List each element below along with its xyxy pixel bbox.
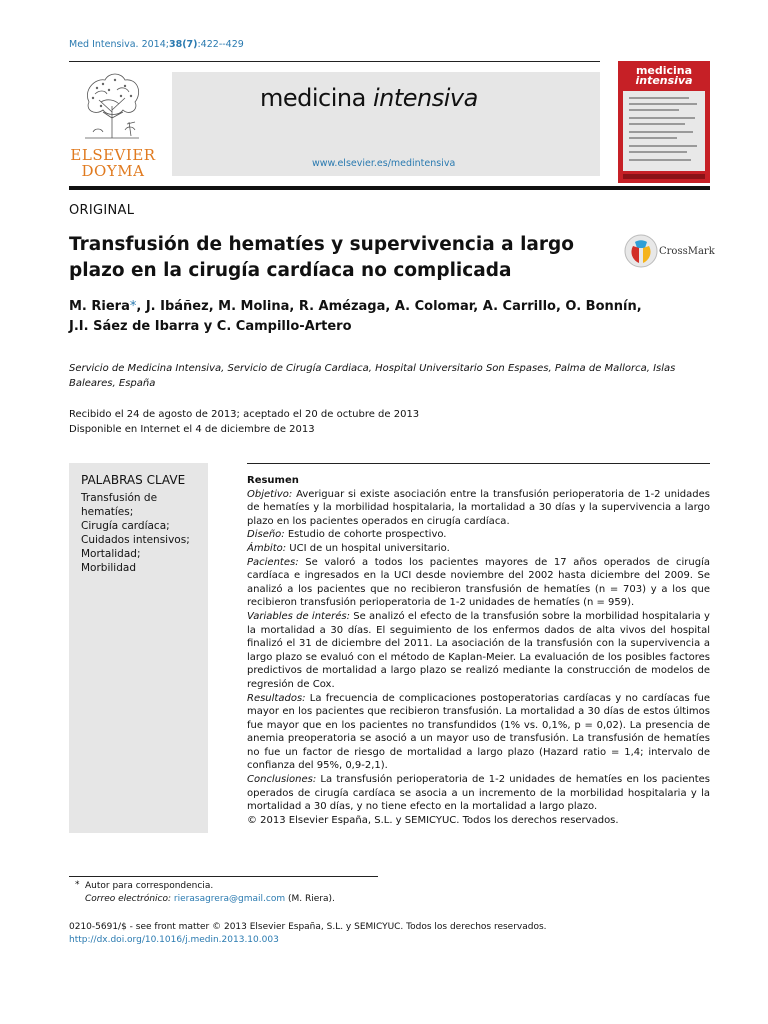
- abstract-objetivo: [247, 488, 710, 529]
- issn-copyright-line: 0210-5691/$ - see front matter © 2013 Elsevier España, S.L. y SEMICYUC. Todos los derechos reservados.: [69, 922, 547, 932]
- resultados-label: Resultados:: [247, 692, 306, 704]
- doi-link[interactable]: http://dx.doi.org/10.1016/j.medin.2013.10.003: [69, 935, 279, 945]
- diseno-text: Estudio de cohorte prospectivo.: [284, 529, 447, 541]
- crossmark-badge[interactable]: [624, 234, 715, 268]
- abstract-body: [247, 474, 710, 827]
- abstract-ambito: [247, 542, 710, 556]
- crossmark-label: CrossMark: [659, 246, 715, 257]
- email-owner: (M. Riera).: [285, 894, 335, 904]
- crossmark-icon: [624, 234, 658, 268]
- bottom-meta: [69, 921, 709, 947]
- article-dates: [69, 407, 689, 437]
- abstract-diseno: [247, 528, 710, 542]
- pacientes-text: Se valoró a todos los pacientes mayores de 17 años operados de cirugía cardíaca e ingresados en la UCI desde noviembre del 2002 hasta diciembre del 2009. Se analizó a los pacientes que no recibieron transfusión de hematíes (n = 703) y a los que recibieron transfusión perioperatoria de 1-2 unidades de hematíes (n = 959).: [247, 556, 710, 609]
- masthead-bottom-rule: [69, 186, 710, 190]
- abstract-variables: [247, 610, 710, 692]
- cover-title-line2: intensiva: [635, 74, 693, 87]
- pacientes-label: Pacientes:: [247, 556, 299, 568]
- correspondence-footnote: [69, 880, 689, 906]
- corresponding-author-mark[interactable]: *: [129, 299, 137, 314]
- journal-ref-volume: 38(7): [168, 39, 198, 50]
- masthead-top-rule: [69, 61, 600, 62]
- journal-url-link[interactable]: www.elsevier.es/medintensiva: [312, 158, 456, 169]
- elsevier-tree-icon: [81, 72, 143, 140]
- author-list: [69, 297, 669, 337]
- keyword-item: Mortalidad;: [81, 548, 141, 560]
- diseno-label: Diseño:: [247, 529, 285, 541]
- cover-contents-pane: [623, 91, 705, 171]
- keyword-item: Cuidados intensivos;: [81, 534, 190, 546]
- author-affiliation: Servicio de Medicina Intensiva, Servicio de Cirugía Cardiaca, Hospital Universitario Son Espases, Palma de Mallorca, Islas Baleares, España: [69, 363, 676, 389]
- abstract-heading: Resumen: [247, 475, 299, 486]
- authors-line1-rest: , J. Ibáñez, M. Molina, R. Amézaga, A. Colomar, A. Carrillo, O. Bonnín,: [136, 299, 642, 314]
- keywords-panel: [69, 463, 208, 833]
- objetivo-text: Averiguar si existe asociación entre la transfusión perioperatoria de 1-2 unidades de hematíes y la morbilidad hospitalaria, la mortalidad a 30 días y la supervivencia a largo plazo en los pacientes operados en cirugía cardíaca.: [247, 488, 710, 527]
- abstract-conclusiones: [247, 773, 710, 814]
- elsevier-logo: [69, 72, 157, 180]
- keywords-heading: PALABRAS CLAVE: [81, 473, 186, 487]
- first-author: M. Riera: [69, 299, 130, 314]
- footnote-mark: *: [75, 880, 80, 890]
- authors-line2: J.I. Sáez de Ibarra y C. Campillo-Artero: [69, 319, 352, 334]
- journal-masthead: [172, 72, 600, 176]
- conclusiones-text: La transfusión perioperatoria de 1-2 unidades de hematíes en los pacientes operados de cirugía cardíaca se asocia a un incremento de la morbilidad hospitalaria y la mortalidad a 30 días, y no tiene efecto en la mortalidad a largo plazo.: [247, 774, 710, 813]
- variables-text: Se analizó el efecto de la transfusión sobre la morbilidad hospitalaria y la mortalidad a 30 días. El seguimiento de los enfermos dados de alta vivos del hospital finalizó el 31 de diciembre del 2011. La asociación de la transfusión con la supervivencia a largo plazo se evaluó con el método de Kaplan-Meier. La evaluación de los posibles factores predictivos de mortalidad a largo plazo se realizó mediante la construcción de modelos de regresión de Cox.: [247, 610, 710, 690]
- journal-ref-pages: :422--429: [197, 39, 244, 50]
- elsevier-wordmark: ELSEVIER: [70, 146, 156, 164]
- section-label: ORIGINAL: [69, 203, 135, 218]
- received-accepted-dates: Recibido el 24 de agosto de 2013; aceptado el 20 de octubre de 2013: [69, 409, 420, 420]
- journal-cover-thumbnail: [618, 61, 710, 183]
- abstract-copyright: © 2013 Elsevier España, S.L. y SEMICYUC. Todos los derechos reservados.: [247, 814, 619, 826]
- footnote-rule: [69, 876, 378, 877]
- journal-title-italic: intensiva: [372, 84, 478, 112]
- abstract-top-rule: [247, 463, 710, 464]
- author-email-link[interactable]: rierasagrera@gmail.com: [173, 894, 286, 904]
- cover-footer-band: [623, 174, 705, 179]
- keyword-item: Cirugía cardíaca;: [81, 520, 170, 532]
- variables-label: Variables de interés:: [247, 610, 350, 622]
- cover-title-line1: medicina: [635, 64, 693, 77]
- abstract-resultados: [247, 692, 710, 774]
- conclusiones-label: Conclusiones:: [247, 774, 317, 786]
- keyword-item: Transfusión de hematíes;: [81, 492, 158, 518]
- journal-reference[interactable]: [69, 39, 244, 50]
- correspondence-note: Autor para correspondencia.: [85, 881, 214, 891]
- resultados-text: La frecuencia de complicaciones postoperatorias cardíacas y no cardíacas fue mayor en los pacientes que recibieron transfusión. La mortalidad a 30 días de estos últimos fue mayor que en los pacientes no transfundidos (1% vs. 0,1%, p = 0,02). La presencia de anemia preoperatoria se asoció a un mayor uso de transfusión. La transfusión de hematíes no fue un factor de riesgo de mortalidad a largo plazo (Hazard ratio = 1,4; intervalo de confianza del 95%, 0,9-2,1).: [247, 692, 710, 772]
- objetivo-label: Objetivo:: [247, 488, 293, 500]
- ambito-label: Ámbito:: [247, 542, 287, 554]
- journal-ref-prefix: Med Intensiva. 2014;: [69, 39, 169, 50]
- keywords-list: [81, 491, 201, 575]
- email-label: Correo electrónico:: [85, 894, 172, 904]
- abstract-pacientes: [247, 556, 710, 610]
- ambito-text: UCI de un hospital universitario.: [286, 542, 450, 554]
- online-date: Disponible en Internet el 4 de diciembre de 2013: [69, 424, 315, 435]
- doyma-wordmark: DOYMA: [81, 162, 145, 180]
- journal-title-regular: medicina: [260, 84, 373, 112]
- keyword-item: Morbilidad: [81, 562, 136, 574]
- journal-title: [260, 84, 478, 112]
- article-title: Transfusión de hematíes y supervivencia a largo plazo en la cirugía cardíaca no complicada: [69, 234, 574, 281]
